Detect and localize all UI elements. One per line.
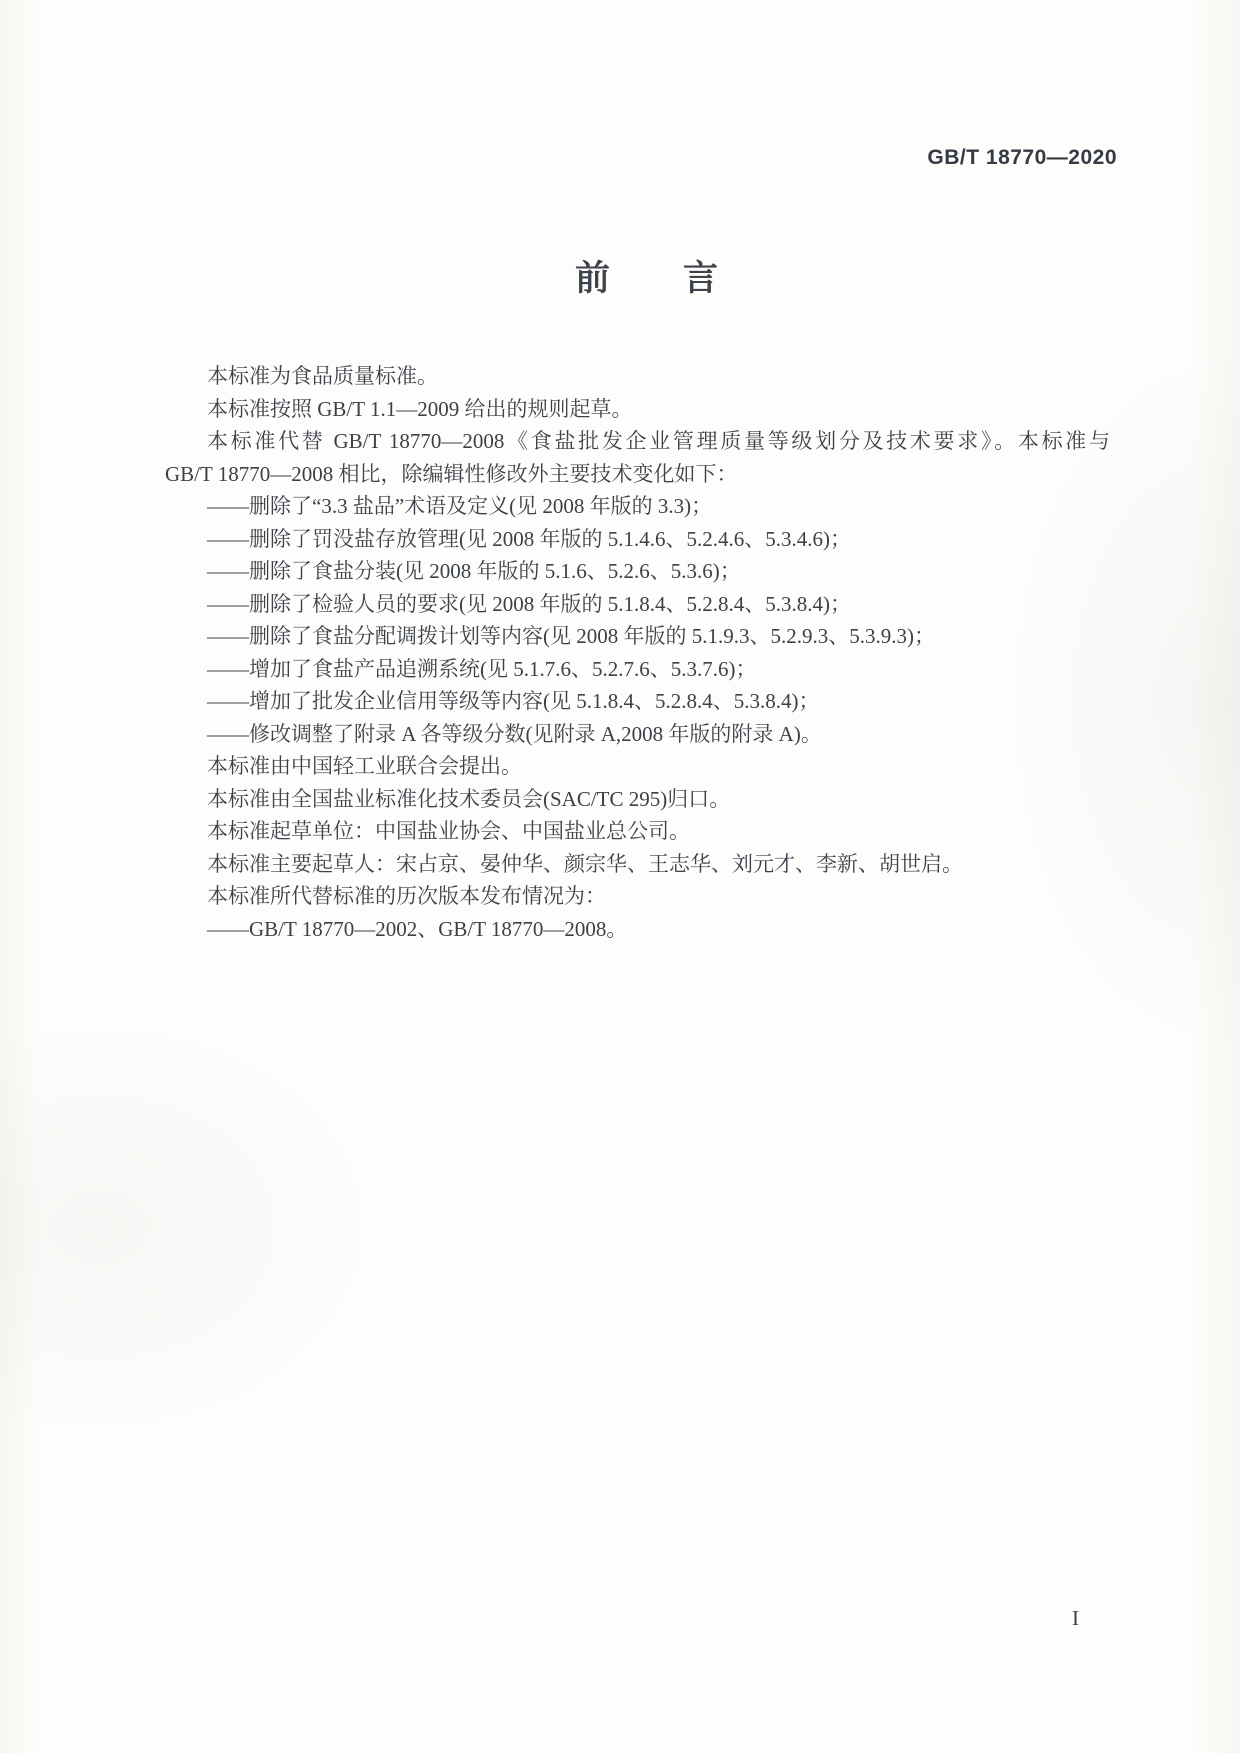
foreword-line: 本标准由中国轻工业联合会提出。 xyxy=(207,754,522,778)
foreword-line: 本标准按照 GB/T 1.1—2009 给出的规则起草。 xyxy=(207,396,633,421)
foreword-line: 本标准由全国盐业标准化技术委员会(SAC/TC 295)归口。 xyxy=(207,786,731,811)
foreword-line: ——修改调整了附录 A 各等级分数(见附录 A,2008 年版的附录 A)。 xyxy=(207,721,822,746)
foreword-line: 本标准所代替标准的历次版本发布情况为： xyxy=(207,884,606,908)
foreword-line: ——删除了罚没盐存放管理(见 2008 年版的 5.1.4.6、5.2.4.6、5.3.4.6)； xyxy=(207,526,851,551)
foreword-line: 本标准代替 GB/T 18770—2008《食盐批发企业管理质量等级划分及技术要求》。本标准与 xyxy=(207,429,1110,453)
foreword-line: 本标准主要起草人：宋占京、晏仲华、颜宗华、王志华、刘元才、李新、胡世启。 xyxy=(207,851,963,876)
standard-code: GB/T 18770—2020 xyxy=(927,146,1117,169)
foreword-line: GB/T 18770—2008 相比，除编辑性修改外主要技术变化如下： xyxy=(165,461,738,486)
foreword-line: ——删除了“3.3 盐品”术语及定义(见 2008 年版的 3.3)； xyxy=(207,494,713,518)
page-number: I xyxy=(1072,1606,1079,1630)
foreword-title: 前 言 xyxy=(575,259,720,298)
foreword-line: ——删除了食盐分配调拨计划等内容(见 2008 年版的 5.1.9.3、5.2.9.3、5.3.9.3)； xyxy=(207,624,935,648)
foreword-line: 本标准起草单位：中国盐业协会、中国盐业总公司。 xyxy=(207,819,690,843)
foreword-line: ——GB/T 18770—2002、GB/T 18770—2008。 xyxy=(207,916,628,941)
foreword-line: ——增加了食盐产品追溯系统(见 5.1.7.6、5.2.7.6、5.3.7.6)； xyxy=(207,656,757,681)
foreword-line: ——增加了批发企业信用等级等内容(见 5.1.8.4、5.2.8.4、5.3.8.4)； xyxy=(207,689,820,713)
foreword-body xyxy=(165,360,1110,945)
foreword-line: ——删除了食盐分装(见 2008 年版的 5.1.6、5.2.6、5.3.6)； xyxy=(207,559,741,583)
foreword-line: 本标准为食品质量标准。 xyxy=(207,364,438,388)
foreword-line: ——删除了检验人员的要求(见 2008 年版的 5.1.8.4、5.2.8.4、5.3.8.4)； xyxy=(207,591,851,616)
